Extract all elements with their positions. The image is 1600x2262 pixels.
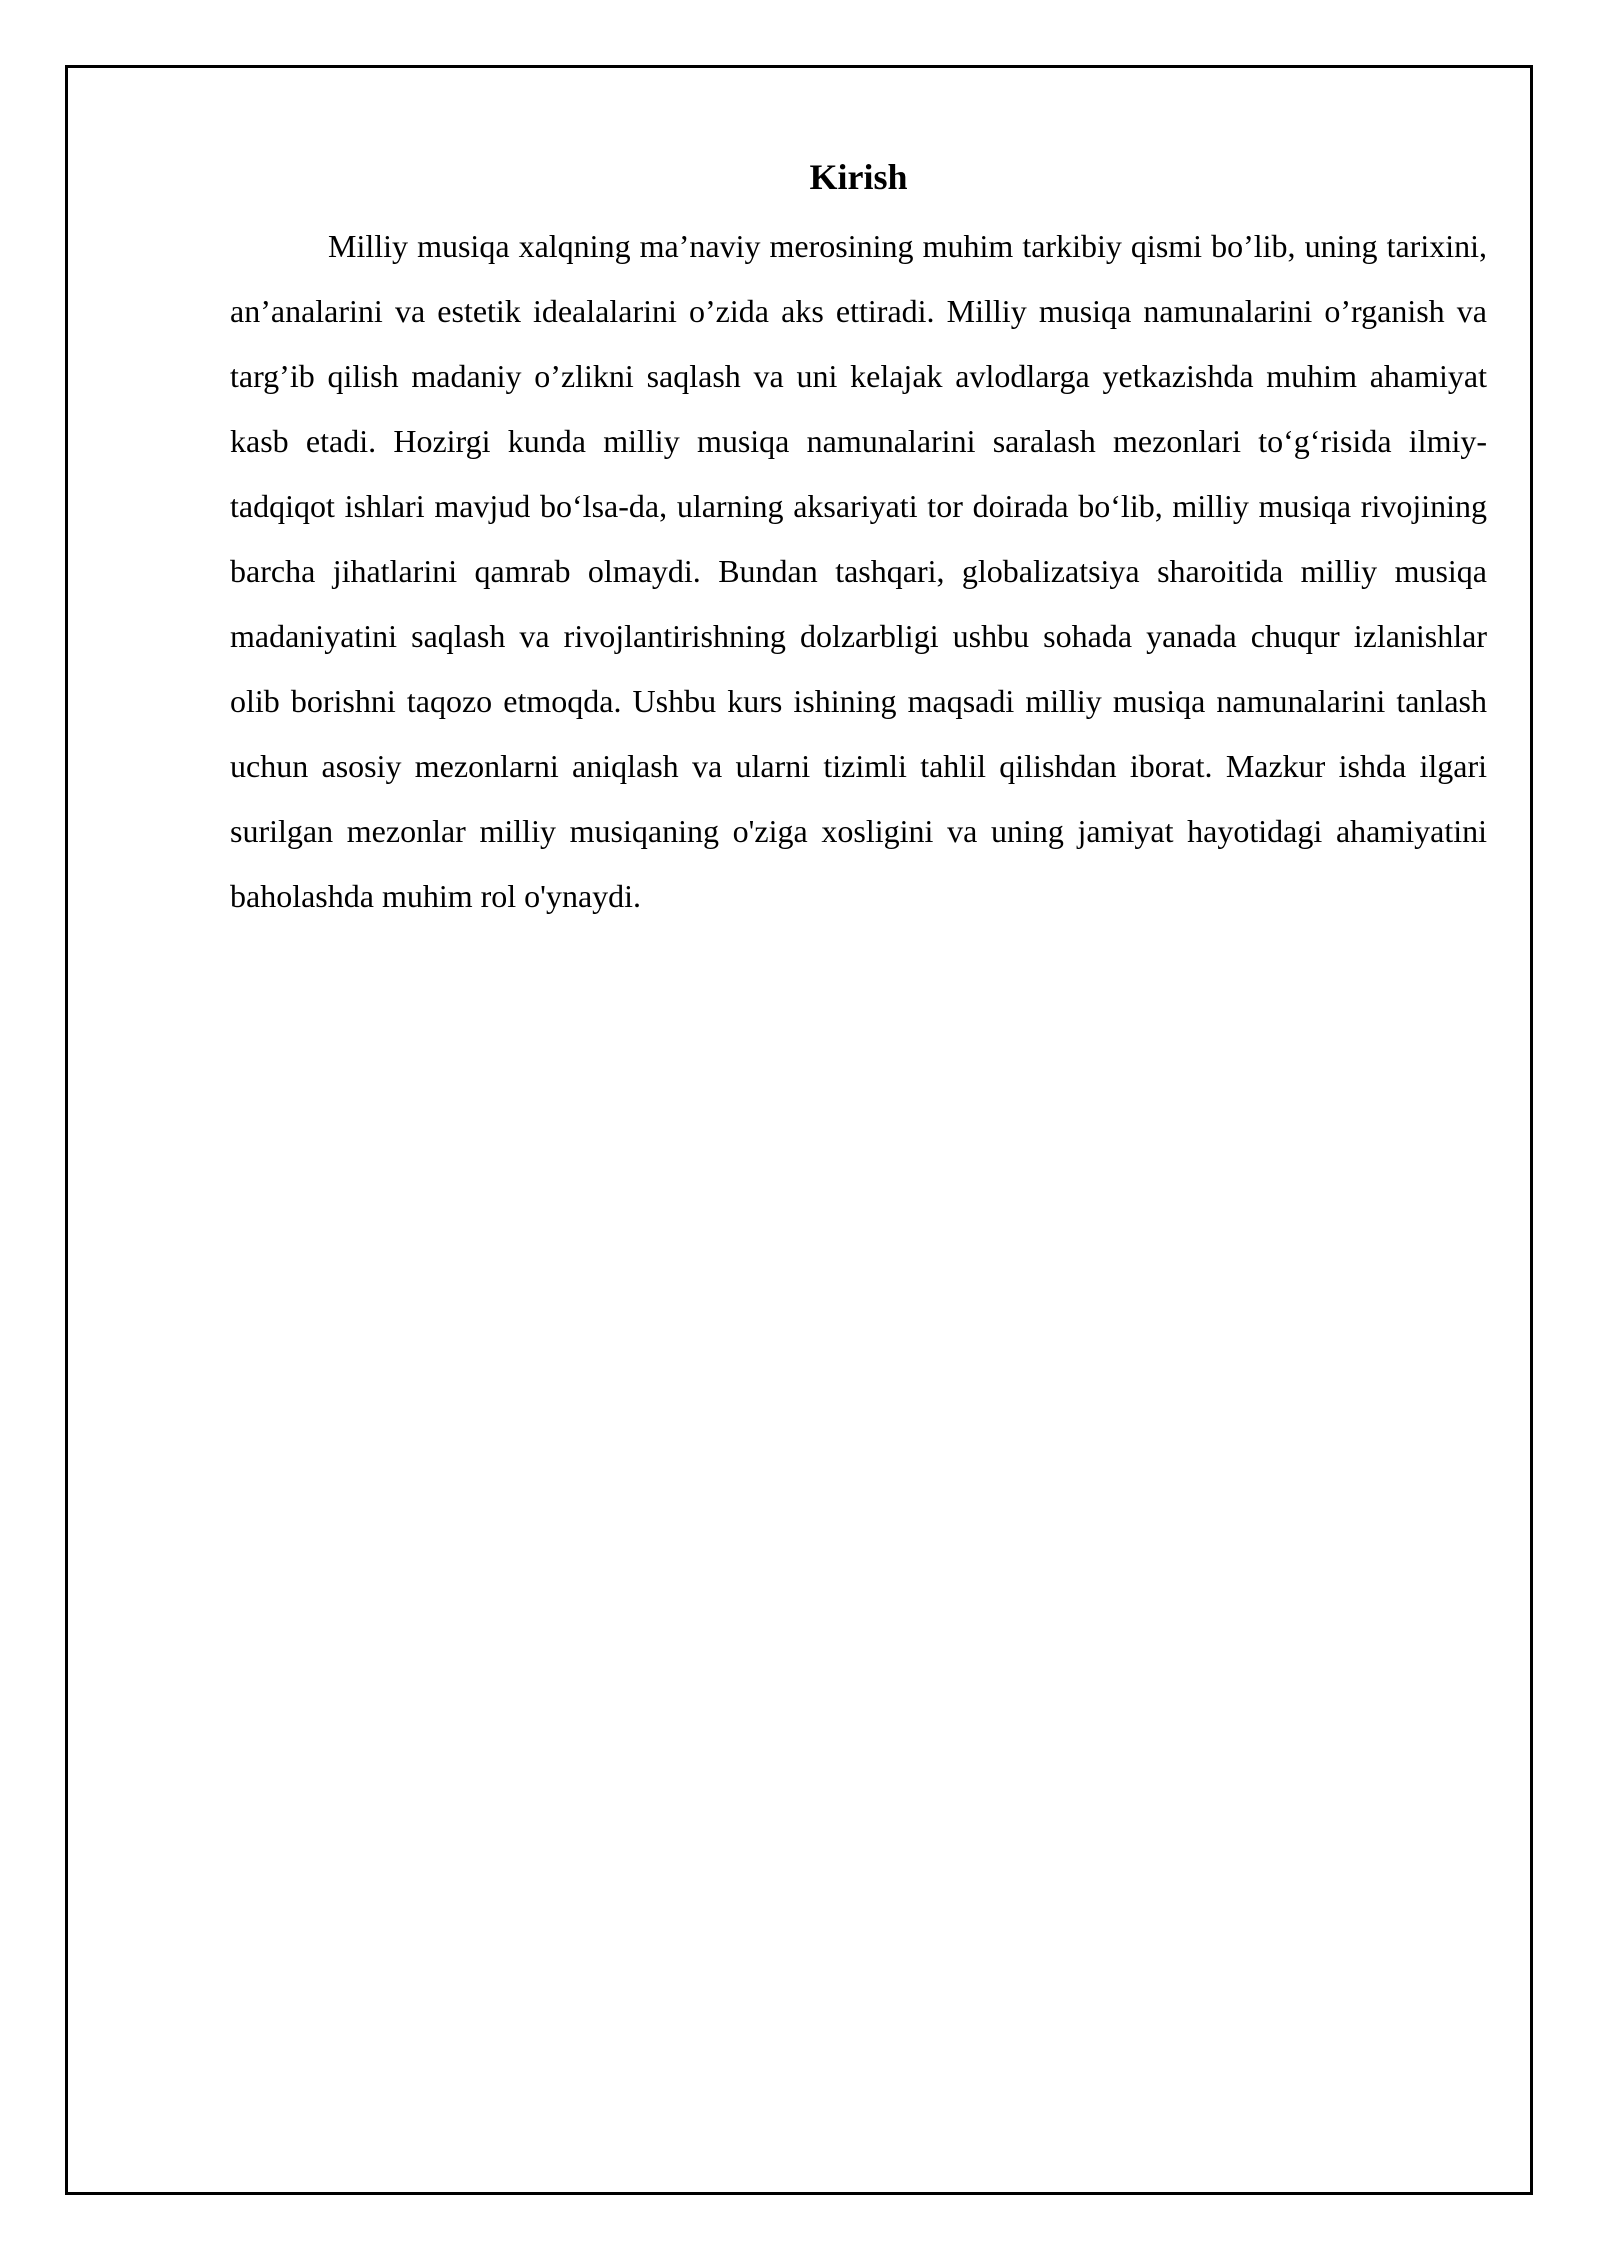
page-title: Kirish <box>809 157 908 197</box>
page-content <box>230 150 1487 929</box>
body-paragraph: Milliy musiqa xalqning ma’naviy merosining muhim tarkibiy qismi bo’lib, uning tarixini, an’analarini va estetik idealalarini o’zida aks ettiradi. Milliy musiqa namunalarini o’rganish va targ’ib qilish madaniy o’zlikni saqlash va uni kelajak avlodlarga yetkazishda muhim ahamiyat kasb etadi. Hozirgi kunda milliy musiqa namunalarini saralash mezonlari to‘g‘risida ilmiy-tadqiqot ishlari mavjud bo‘lsa-da, ularning aksariyati tor doirada bo‘lib, milliy musiqa rivojining barcha jihatlarini qamrab olmaydi. Bundan tashqari, globalizatsiya sharoitida milliy musiqa madaniyatini saqlash va rivojlantirishning dolzarbligi ushbu sohada yanada chuqur izlanishlar olib borishni taqozo etmoqda. Ushbu kurs ishining maqsadi milliy musiqa namunalarini tanlash uchun asosiy mezonlarni aniqlash va ularni tizimli tahlil qilishdan iborat. Mazkur ishda ilgari surilgan mezonlar milliy musiqaning o'ziga xosligini va uning jamiyat hayotidagi ahamiyatini baholashda muhim rol o'ynaydi. <box>230 228 1487 914</box>
